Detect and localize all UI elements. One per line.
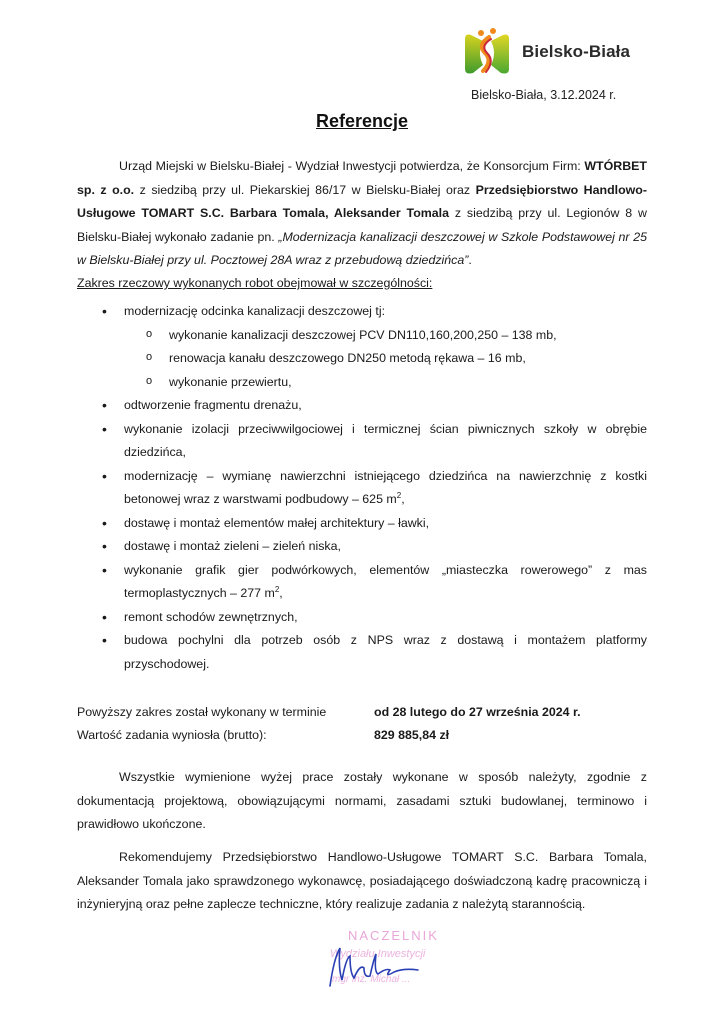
value-amount: 829 885,84 zł [374, 728, 450, 742]
scope-subitem: o renowacja kanału deszczowego DN250 metodą rękawa – 16 mb, [124, 347, 647, 371]
signature-icon [320, 928, 480, 998]
scope-list [77, 300, 647, 676]
closing-text-2: Rekomendujemy Przedsiębiorstwo Handlowo-Usługowe TOMART S.C. Barbara Tomala, Aleksander Tomala jako sprawdzonego wykonawcę, posiadającego doświadczoną kadrę pracowniczą i inżynieryjną oraz pełne zaplecze techniczne, który realizuje zadania z należytą starannością. [77, 850, 647, 911]
scope-item [77, 559, 647, 606]
official-stamp [320, 928, 480, 998]
task-name: „Modernizacja kanalizacji deszczowej w Szkole Podstawowej nr 25 w Bielsku-Białej przy ul. Pocztowej 28A wraz z przebudową dziedzińca” [77, 229, 647, 267]
scope-item: • dostawę i montaż zieleni – zieleń niska, [77, 535, 647, 559]
city-logo-icon [463, 27, 511, 79]
company-1: WTÓRBET sp. z o.o. [77, 159, 647, 197]
city-logo [463, 27, 511, 79]
scope-subitem: o wykonanie kanalizacji deszczowej PCV DN110,160,200,250 – 138 mb, [124, 324, 647, 348]
company-2: Przedsiębiorstwo Handlowo-Usługowe TOMART S.C. Barbara Tomala, Aleksander Tomala [77, 182, 648, 220]
value-row [77, 724, 581, 747]
stamp-name: mgr inż. Michał ... [332, 974, 411, 985]
intro-paragraph [77, 155, 647, 273]
scope-item-text: modernizację – wymianę nawierzchni istniejącego dziedzińca na nawierzchnię z kostki betonowej wraz z warstwami podbudowy – 625 m [124, 468, 647, 506]
scope-item-suffix: , [279, 586, 283, 600]
closing-paragraph-1 [77, 766, 647, 837]
intro-text-1: Urząd Miejski w Bielsku-Białej - Wydział Inwestycji potwierdza, że Konsorcjum Firm: [119, 159, 585, 173]
stamp-department: Wydziału Inwestycji [330, 948, 426, 960]
intro-text-2: z siedzibą przy ul. Piekarskiej 86/17 w Bielsku-Białej oraz [134, 182, 476, 197]
value-label: Wartość zadania wyniosła (brutto): [77, 728, 267, 742]
scope-sublist [124, 324, 647, 395]
intro-text-3: z siedzibą przy ul. Legionów 8 w Bielsku-Białej wykonało zadanie pn. [77, 206, 647, 244]
terms-block [77, 701, 581, 747]
stamp-title: NACZELNIK [348, 928, 439, 943]
closing-paragraph-2 [77, 846, 647, 917]
scope-item: • odtworzenie fragmentu drenażu, [77, 394, 647, 418]
scope-subitem: o wykonanie przewiertu, [124, 371, 647, 395]
scope-heading: Zakres rzeczowy wykonanych robot obejmował w szczególności: [77, 276, 433, 290]
scope-item: • budowa pochylni dla potrzeb osób z NPS wraz z dostawą i montażem platformy przyschodowej. [77, 629, 647, 676]
scope-item-text: modernizację odcinka kanalizacji deszczowej tj: [124, 304, 386, 318]
scope-item-suffix: , [401, 492, 405, 506]
logo-text: Bielsko-Biała [522, 42, 631, 61]
date-line: Bielsko-Biała, 3.12.2024 r. [471, 88, 617, 102]
intro-text-4: . [468, 253, 472, 267]
scope-item-text: wykonanie grafik gier podwórkowych, elementów „miasteczka rowerowego” z mas termoplastycznych – 277 m [124, 562, 647, 600]
scope-item: • remont schodów zewnętrznych, [77, 606, 647, 630]
scope-item: • wykonanie izolacji przeciwwilgociowej i termicznej ścian piwnicznych szkoły w obrębie dziedzińca, [77, 418, 647, 465]
closing-text-1: Wszystkie wymienione wyżej prace zostały wykonane w sposób należyty, zgodnie z dokumentacją projektową, obowiązującymi normami, zasadami sztuki budowlanej, terminowo i prawidłowo ukończone. [77, 770, 647, 831]
period-row [77, 701, 581, 724]
superscript: 2 [274, 584, 280, 594]
period-label: Powyższy zakres został wykonany w terminie [77, 705, 327, 719]
document-title: Referencje [315, 111, 409, 131]
scope-item: • dostawę i montaż elementów małej architektury – ławki, [77, 512, 647, 536]
scope-item [77, 300, 647, 394]
period-value: od 28 lutego do 27 września 2024 r. [374, 705, 581, 719]
superscript: 2 [396, 490, 402, 500]
scope-item [77, 465, 647, 512]
